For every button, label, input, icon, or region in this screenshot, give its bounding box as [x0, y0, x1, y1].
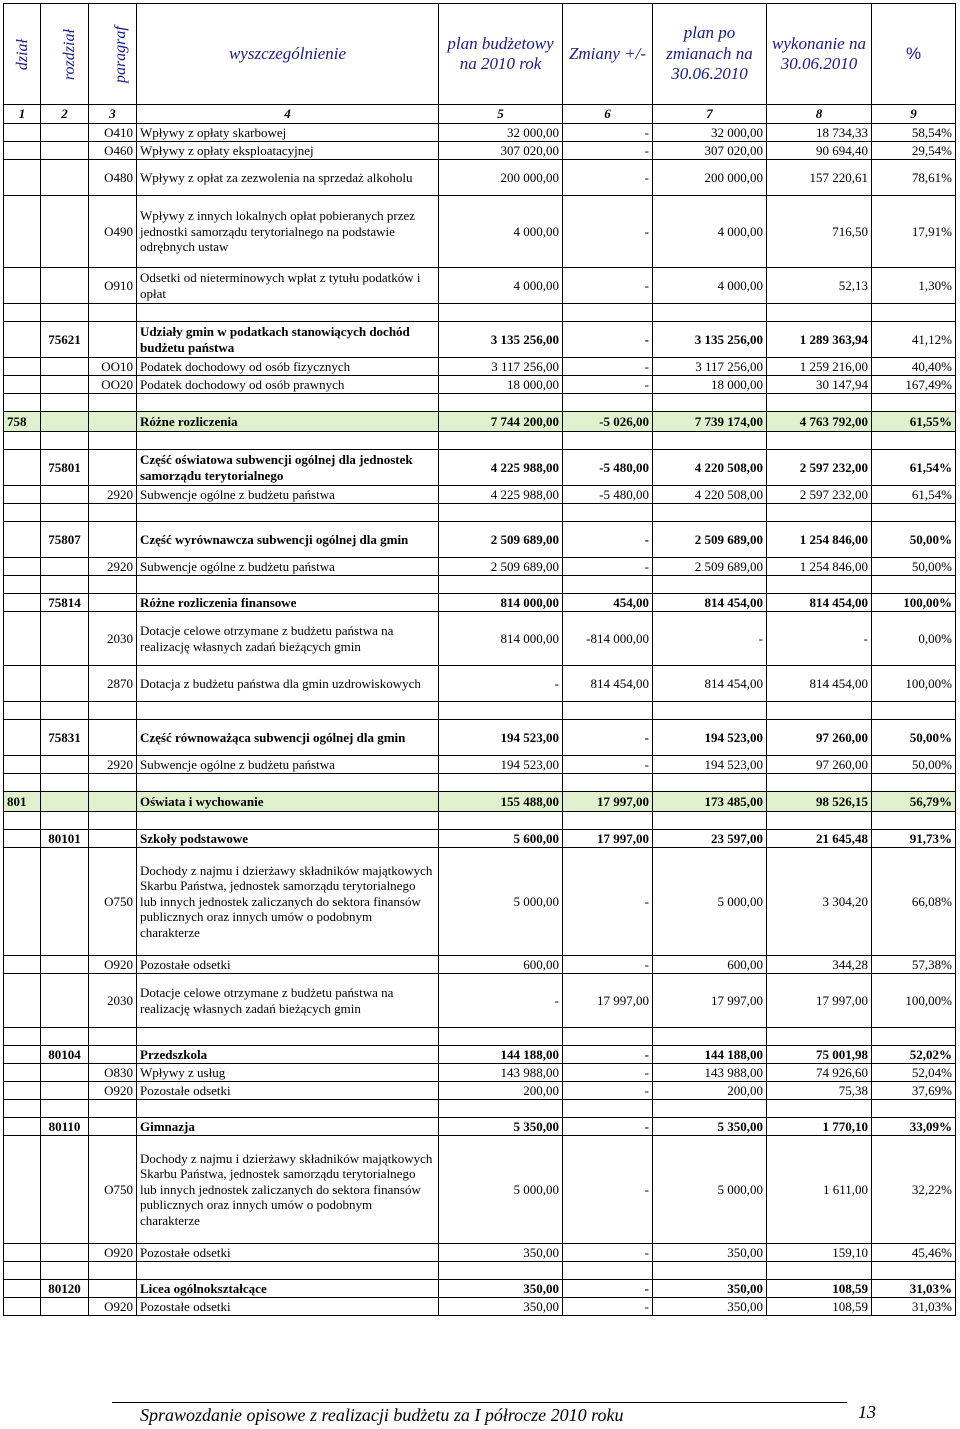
plan-value: 5 350,00: [439, 1118, 563, 1136]
change-value: -: [563, 1244, 653, 1262]
percent-value: 100,00%: [872, 974, 956, 1028]
plan-value: 2 509 689,00: [439, 522, 563, 558]
row-description: Różne rozliczenia: [137, 412, 439, 432]
table-row: [4, 848, 956, 956]
change-value: -: [563, 1298, 653, 1316]
chapter-row: [4, 322, 956, 358]
spacer-row: [4, 504, 956, 522]
column-number: 8: [767, 105, 872, 124]
chapter-row: [4, 720, 956, 756]
change-value: 814 454,00: [563, 666, 653, 702]
plan-after-value: 194 523,00: [653, 756, 767, 774]
percent-value: 61,54%: [872, 486, 956, 504]
plan-value: 307 020,00: [439, 142, 563, 160]
plan-value: 194 523,00: [439, 720, 563, 756]
chapter-row: [4, 1118, 956, 1136]
execution-value: 30 147,94: [767, 376, 872, 394]
plan-after-value: 18 000,00: [653, 376, 767, 394]
rozdzial-code: 80104: [41, 1046, 89, 1064]
dzial-code: 801: [4, 792, 41, 812]
chapter-row: [4, 594, 956, 612]
header-dzial: dział: [4, 4, 41, 105]
row-description: Wpływy z innych lokalnych opłat pobieranych przez jednostki samorządu terytorialnego na podstawie odrębnych ustaw: [137, 196, 439, 268]
paragraf-code: 2920: [89, 558, 137, 576]
percent-value: 31,03%: [872, 1280, 956, 1298]
column-number: 3: [89, 105, 137, 124]
plan-after-value: 350,00: [653, 1280, 767, 1298]
percent-value: 1,30%: [872, 268, 956, 304]
percent-value: 66,08%: [872, 848, 956, 956]
table-row: [4, 666, 956, 702]
execution-value: 1 254 846,00: [767, 558, 872, 576]
spacer-row: [4, 812, 956, 830]
execution-value: 157 220,61: [767, 160, 872, 196]
chapter-row: [4, 450, 956, 486]
rozdzial-code: 75814: [41, 594, 89, 612]
budget-table: [3, 3, 956, 1316]
paragraf-code: O750: [89, 848, 137, 956]
row-description: Wpływy z usług: [137, 1064, 439, 1082]
change-value: -: [563, 1136, 653, 1244]
plan-value: 4 000,00: [439, 268, 563, 304]
change-value: -: [563, 720, 653, 756]
header-procent: %: [872, 4, 956, 105]
plan-value: 4 225 988,00: [439, 486, 563, 504]
plan-after-value: 200 000,00: [653, 160, 767, 196]
execution-value: 716,50: [767, 196, 872, 268]
plan-value: 143 988,00: [439, 1064, 563, 1082]
percent-value: 56,79%: [872, 792, 956, 812]
chapter-row: [4, 1280, 956, 1298]
paragraf-code: O830: [89, 1064, 137, 1082]
row-description: Dotacje celowe otrzymane z budżetu państwa na realizację własnych zadań bieżących gmin: [137, 612, 439, 666]
change-value: -: [563, 522, 653, 558]
percent-value: 167,49%: [872, 376, 956, 394]
column-number: 5: [439, 105, 563, 124]
plan-value: 4 000,00: [439, 196, 563, 268]
plan-after-value: -: [653, 612, 767, 666]
table-header: [4, 4, 956, 105]
execution-value: 814 454,00: [767, 666, 872, 702]
plan-after-value: 350,00: [653, 1244, 767, 1262]
percent-value: 50,00%: [872, 522, 956, 558]
execution-value: 814 454,00: [767, 594, 872, 612]
percent-value: 31,03%: [872, 1298, 956, 1316]
plan-value: 2 509 689,00: [439, 558, 563, 576]
table-row: [4, 1298, 956, 1316]
plan-value: 814 000,00: [439, 594, 563, 612]
table-row: [4, 956, 956, 974]
plan-after-value: 4 220 508,00: [653, 486, 767, 504]
row-description: Część równoważąca subwencji ogólnej dla gmin: [137, 720, 439, 756]
row-description: Gimnazja: [137, 1118, 439, 1136]
plan-value: 7 744 200,00: [439, 412, 563, 432]
row-description: Przedszkola: [137, 1046, 439, 1064]
change-value: 17 997,00: [563, 830, 653, 848]
plan-after-value: 2 509 689,00: [653, 522, 767, 558]
paragraf-code: O920: [89, 956, 137, 974]
change-value: 454,00: [563, 594, 653, 612]
execution-value: 17 997,00: [767, 974, 872, 1028]
section-row: [4, 412, 956, 432]
table-row: [4, 1064, 956, 1082]
change-value: 17 997,00: [563, 792, 653, 812]
percent-value: 29,54%: [872, 142, 956, 160]
change-value: -: [563, 124, 653, 142]
row-description: Wpływy z opłaty skarbowej: [137, 124, 439, 142]
plan-value: 814 000,00: [439, 612, 563, 666]
change-value: -: [563, 1064, 653, 1082]
plan-after-value: 23 597,00: [653, 830, 767, 848]
paragraf-code: O920: [89, 1082, 137, 1100]
execution-value: 4 763 792,00: [767, 412, 872, 432]
percent-value: 100,00%: [872, 594, 956, 612]
row-description: Udziały gmin w podatkach stanowiących dochód budżetu państwa: [137, 322, 439, 358]
execution-value: 75 001,98: [767, 1046, 872, 1064]
rozdzial-code: 75801: [41, 450, 89, 486]
execution-value: 159,10: [767, 1244, 872, 1262]
paragraf-code: O750: [89, 1136, 137, 1244]
chapter-row: [4, 830, 956, 848]
table-row: [4, 376, 956, 394]
percent-value: 58,54%: [872, 124, 956, 142]
change-value: -: [563, 358, 653, 376]
paragraf-code: O480: [89, 160, 137, 196]
change-value: -: [563, 1118, 653, 1136]
change-value: -5 026,00: [563, 412, 653, 432]
change-value: -: [563, 142, 653, 160]
table-row: [4, 358, 956, 376]
rozdzial-code: 75621: [41, 322, 89, 358]
chapter-row: [4, 1046, 956, 1064]
plan-after-value: 200,00: [653, 1082, 767, 1100]
execution-value: 1 254 846,00: [767, 522, 872, 558]
paragraf-code: 2870: [89, 666, 137, 702]
column-number: 2: [41, 105, 89, 124]
rozdzial-code: 80110: [41, 1118, 89, 1136]
plan-after-value: 814 454,00: [653, 666, 767, 702]
table-row: [4, 1136, 956, 1244]
row-description: Pozostałe odsetki: [137, 1244, 439, 1262]
execution-value: 74 926,60: [767, 1064, 872, 1082]
row-description: Dochody z najmu i dzierżawy składników majątkowych Skarbu Państwa, jednostek samorządu terytorialnego lub innych jednostek zaliczanych do sektora finansów publicznych oraz innych umów o podobnym charakterze: [137, 848, 439, 956]
execution-value: 75,38: [767, 1082, 872, 1100]
row-description: Wpływy z opłat za zezwolenia na sprzedaż alkoholu: [137, 160, 439, 196]
row-description: Dotacje celowe otrzymane z budżetu państwa na realizację własnych zadań bieżących gmin: [137, 974, 439, 1028]
plan-after-value: 4 000,00: [653, 268, 767, 304]
row-description: Odsetki od nieterminowych wpłat z tytułu podatków i opłat: [137, 268, 439, 304]
spacer-row: [4, 394, 956, 412]
paragraf-code: 2920: [89, 756, 137, 774]
spacer-row: [4, 774, 956, 792]
execution-value: 1 259 216,00: [767, 358, 872, 376]
plan-after-value: 4 220 508,00: [653, 450, 767, 486]
row-description: Pozostałe odsetki: [137, 1298, 439, 1316]
table-row: [4, 142, 956, 160]
spacer-row: [4, 1028, 956, 1046]
percent-value: 61,54%: [872, 450, 956, 486]
percent-value: 45,46%: [872, 1244, 956, 1262]
table-row: [4, 558, 956, 576]
execution-value: 2 597 232,00: [767, 486, 872, 504]
execution-value: 18 734,33: [767, 124, 872, 142]
row-description: Część wyrównawcza subwencji ogólnej dla gmin: [137, 522, 439, 558]
header-rozdzial: rozdział: [41, 4, 89, 105]
percent-value: 100,00%: [872, 666, 956, 702]
column-number: 7: [653, 105, 767, 124]
row-description: Część oświatowa subwencji ogólnej dla jednostek samorządu terytorialnego: [137, 450, 439, 486]
header-plan-po-zmianach: plan po zmianach na 30.06.2010: [653, 4, 767, 105]
percent-value: 61,55%: [872, 412, 956, 432]
plan-value: 200 000,00: [439, 160, 563, 196]
spacer-row: [4, 432, 956, 450]
footer-title: Sprawozdanie opisowe z realizacji budżetu za I półrocze 2010 roku: [140, 1405, 624, 1425]
plan-after-value: 7 739 174,00: [653, 412, 767, 432]
plan-after-value: 3 135 256,00: [653, 322, 767, 358]
table-row: [4, 1244, 956, 1262]
chapter-row: [4, 522, 956, 558]
execution-value: 1 289 363,94: [767, 322, 872, 358]
plan-after-value: 173 485,00: [653, 792, 767, 812]
header-wyszczegolnienie: wyszczególnienie: [137, 4, 439, 105]
dzial-code: 758: [4, 412, 41, 432]
header-plan-budzetowy: plan budżetowy na 2010 rok: [439, 4, 563, 105]
column-numbers-row: [4, 105, 956, 124]
plan-after-value: 3 117 256,00: [653, 358, 767, 376]
change-value: -5 480,00: [563, 486, 653, 504]
plan-after-value: 814 454,00: [653, 594, 767, 612]
plan-value: 600,00: [439, 956, 563, 974]
spacer-row: [4, 702, 956, 720]
section-row: [4, 792, 956, 812]
execution-value: 2 597 232,00: [767, 450, 872, 486]
percent-value: 0,00%: [872, 612, 956, 666]
execution-value: 97 260,00: [767, 756, 872, 774]
percent-value: 37,69%: [872, 1082, 956, 1100]
execution-value: 97 260,00: [767, 720, 872, 756]
spacer-row: [4, 1100, 956, 1118]
rozdzial-code: 80101: [41, 830, 89, 848]
plan-value: 5 000,00: [439, 1136, 563, 1244]
percent-value: 32,22%: [872, 1136, 956, 1244]
paragraf-code: OO20: [89, 376, 137, 394]
spacer-row: [4, 576, 956, 594]
plan-after-value: 307 020,00: [653, 142, 767, 160]
table-row: [4, 1082, 956, 1100]
paragraf-code: O460: [89, 142, 137, 160]
percent-value: 50,00%: [872, 756, 956, 774]
plan-value: -: [439, 666, 563, 702]
change-value: -: [563, 848, 653, 956]
plan-value: -: [439, 974, 563, 1028]
plan-value: 200,00: [439, 1082, 563, 1100]
percent-value: 91,73%: [872, 830, 956, 848]
row-description: Oświata i wychowanie: [137, 792, 439, 812]
percent-value: 17,91%: [872, 196, 956, 268]
plan-after-value: 143 988,00: [653, 1064, 767, 1082]
plan-after-value: 350,00: [653, 1298, 767, 1316]
paragraf-code: O490: [89, 196, 137, 268]
plan-value: 4 225 988,00: [439, 450, 563, 486]
spacer-row: [4, 1262, 956, 1280]
plan-after-value: 5 000,00: [653, 848, 767, 956]
spacer-row: [4, 304, 956, 322]
plan-value: 32 000,00: [439, 124, 563, 142]
execution-value: 1 611,00: [767, 1136, 872, 1244]
row-description: Licea ogólnokształcące: [137, 1280, 439, 1298]
change-value: -814 000,00: [563, 612, 653, 666]
change-value: -: [563, 196, 653, 268]
paragraf-code: 2030: [89, 612, 137, 666]
change-value: -: [563, 756, 653, 774]
execution-value: 1 770,10: [767, 1118, 872, 1136]
table-row: [4, 486, 956, 504]
table-row: [4, 160, 956, 196]
percent-value: 52,04%: [872, 1064, 956, 1082]
row-description: Podatek dochodowy od osób prawnych: [137, 376, 439, 394]
paragraf-code: O920: [89, 1298, 137, 1316]
plan-value: 5 000,00: [439, 848, 563, 956]
plan-after-value: 17 997,00: [653, 974, 767, 1028]
header-zmiany: Zmiany +/-: [563, 4, 653, 105]
plan-after-value: 4 000,00: [653, 196, 767, 268]
table-row: [4, 124, 956, 142]
change-value: -: [563, 268, 653, 304]
plan-value: 18 000,00: [439, 376, 563, 394]
percent-value: 50,00%: [872, 720, 956, 756]
percent-value: 41,12%: [872, 322, 956, 358]
plan-value: 194 523,00: [439, 756, 563, 774]
row-description: Dochody z najmu i dzierżawy składników majątkowych Skarbu Państwa, jednostek samorządu terytorialnego lub innych jednostek zaliczanych do sektora finansów publicznych oraz innych umów o podobnym charakterze: [137, 1136, 439, 1244]
plan-value: 155 488,00: [439, 792, 563, 812]
execution-value: 344,28: [767, 956, 872, 974]
execution-value: 108,59: [767, 1298, 872, 1316]
execution-value: 90 694,40: [767, 142, 872, 160]
execution-value: 52,13: [767, 268, 872, 304]
rozdzial-code: 80120: [41, 1280, 89, 1298]
plan-after-value: 5 000,00: [653, 1136, 767, 1244]
change-value: -: [563, 376, 653, 394]
row-description: Subwencje ogólne z budżetu państwa: [137, 756, 439, 774]
table-row: [4, 974, 956, 1028]
percent-value: 57,38%: [872, 956, 956, 974]
change-value: -: [563, 322, 653, 358]
plan-after-value: 2 509 689,00: [653, 558, 767, 576]
plan-value: 5 600,00: [439, 830, 563, 848]
paragraf-code: OO10: [89, 358, 137, 376]
table-row: [4, 612, 956, 666]
change-value: -: [563, 1082, 653, 1100]
header-wykonanie: wykonanie na 30.06.2010: [767, 4, 872, 105]
change-value: -: [563, 1280, 653, 1298]
percent-value: 50,00%: [872, 558, 956, 576]
change-value: -: [563, 558, 653, 576]
plan-value: 350,00: [439, 1298, 563, 1316]
table-row: [4, 268, 956, 304]
plan-after-value: 194 523,00: [653, 720, 767, 756]
plan-after-value: 5 350,00: [653, 1118, 767, 1136]
page-number: 13: [858, 1402, 876, 1422]
row-description: Subwencje ogólne z budżetu państwa: [137, 558, 439, 576]
row-description: Pozostałe odsetki: [137, 1082, 439, 1100]
execution-value: 98 526,15: [767, 792, 872, 812]
paragraf-code: O910: [89, 268, 137, 304]
paragraf-code: O920: [89, 1244, 137, 1262]
row-description: Wpływy z opłaty eksploatacyjnej: [137, 142, 439, 160]
plan-value: 3 135 256,00: [439, 322, 563, 358]
execution-value: 3 304,20: [767, 848, 872, 956]
change-value: -: [563, 956, 653, 974]
change-value: -: [563, 1046, 653, 1064]
row-description: Szkoły podstawowe: [137, 830, 439, 848]
column-number: 1: [4, 105, 41, 124]
row-description: Różne rozliczenia finansowe: [137, 594, 439, 612]
column-number: 9: [872, 105, 956, 124]
table-row: [4, 756, 956, 774]
table-row: [4, 196, 956, 268]
execution-value: 21 645,48: [767, 830, 872, 848]
paragraf-code: 2920: [89, 486, 137, 504]
plan-after-value: 144 188,00: [653, 1046, 767, 1064]
row-description: Pozostałe odsetki: [137, 956, 439, 974]
paragraf-code: 2030: [89, 974, 137, 1028]
execution-value: -: [767, 612, 872, 666]
percent-value: 33,09%: [872, 1118, 956, 1136]
plan-value: 350,00: [439, 1244, 563, 1262]
percent-value: 78,61%: [872, 160, 956, 196]
rozdzial-code: 75807: [41, 522, 89, 558]
change-value: 17 997,00: [563, 974, 653, 1028]
column-number: 6: [563, 105, 653, 124]
column-number: 4: [137, 105, 439, 124]
plan-after-value: 32 000,00: [653, 124, 767, 142]
plan-value: 144 188,00: [439, 1046, 563, 1064]
row-description: Dotacja z budżetu państwa dla gmin uzdrowiskowych: [137, 666, 439, 702]
execution-value: 108,59: [767, 1280, 872, 1298]
percent-value: 52,02%: [872, 1046, 956, 1064]
header-paragraf: paragraf: [89, 4, 137, 105]
plan-value: 350,00: [439, 1280, 563, 1298]
percent-value: 40,40%: [872, 358, 956, 376]
footer-divider: [112, 1402, 847, 1403]
row-description: Podatek dochodowy od osób fizycznych: [137, 358, 439, 376]
row-description: Subwencje ogólne z budżetu państwa: [137, 486, 439, 504]
change-value: -5 480,00: [563, 450, 653, 486]
plan-value: 3 117 256,00: [439, 358, 563, 376]
plan-after-value: 600,00: [653, 956, 767, 974]
change-value: -: [563, 160, 653, 196]
rozdzial-code: 75831: [41, 720, 89, 756]
paragraf-code: O410: [89, 124, 137, 142]
